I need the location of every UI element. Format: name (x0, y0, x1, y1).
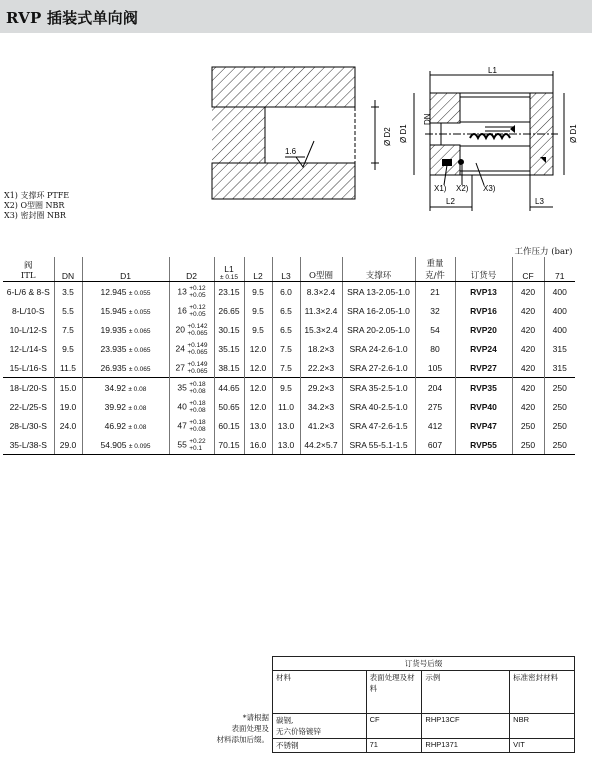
cell-l3: 11.0 (272, 397, 300, 416)
suffix-row: 不锈钢 71 RHP1371 VIT (273, 739, 575, 753)
col-71: 71 (544, 257, 575, 282)
cell-order: RVP16 (455, 301, 512, 320)
cell-order: RVP35 (455, 378, 512, 398)
cell-weight: 204 (415, 378, 455, 398)
legend-item: X2) O型圈 NBR (4, 201, 65, 210)
cell-cf: 420 (512, 397, 544, 416)
cell-valve: 35-L/38-S (3, 435, 54, 455)
table-row (3, 378, 575, 398)
cell-l1: 44.65 (214, 378, 244, 398)
suffix-table (272, 656, 575, 753)
cell-dn: 11.5 (54, 358, 82, 378)
cavity-drawing (212, 67, 392, 199)
cell-support: SRA 13-2.05-1.0 (342, 282, 415, 302)
cell-weight: 21 (415, 282, 455, 302)
cell-support: SRA 35-2.5-1.0 (342, 378, 415, 398)
cell-71: 400 (544, 320, 575, 339)
cell-71: 250 (544, 416, 575, 435)
page-title: RVP 插装式单向阀 (6, 9, 139, 27)
cell-support: SRA 27-2.6-1.0 (342, 358, 415, 378)
cell-71: 250 (544, 397, 575, 416)
cell-oring: 11.3×2.4 (300, 301, 342, 320)
cell-oring: 22.2×3 (300, 358, 342, 378)
cell-order: RVP40 (455, 397, 512, 416)
cell-order: RVP27 (455, 358, 512, 378)
suffix-col-surface: 表面处理及材料 (366, 671, 422, 714)
cell-71: 250 (544, 378, 575, 398)
col-l2: L2 (244, 257, 272, 282)
cell-l2: 12.0 (244, 378, 272, 398)
cell-dn: 15.0 (54, 378, 82, 398)
cell-l2: 12.0 (244, 397, 272, 416)
cell-support: SRA 16-2.05-1.0 (342, 301, 415, 320)
cell-dn: 9.5 (54, 339, 82, 358)
cell-d1: 54.905 ± 0.095 (82, 435, 169, 455)
cell-cf: 250 (512, 435, 544, 455)
cell-support: SRA 40-2.5-1.0 (342, 397, 415, 416)
cell-order: RVP24 (455, 339, 512, 358)
cell-l2: 9.5 (244, 282, 272, 302)
cell-l1: 70.15 (214, 435, 244, 455)
table-row (3, 358, 575, 378)
cell-dn: 7.5 (54, 320, 82, 339)
l3-label: L3 (535, 197, 544, 206)
col-support: 支撑环 (342, 257, 415, 282)
table-row (3, 397, 575, 416)
l1-label: L1 (488, 66, 497, 75)
spec-table (3, 245, 575, 455)
cell-order: RVP13 (455, 282, 512, 302)
suffix-caption: 订货号后缀 (273, 657, 575, 671)
cell-d2: 47 +0.18 +0.08 (169, 416, 214, 435)
table-row (3, 320, 575, 339)
l2-label: L2 (446, 197, 455, 206)
cell-71: 315 (544, 339, 575, 358)
cell-support: SRA 20-2.05-1.0 (342, 320, 415, 339)
cell-d2: 16 +0.12 +0.05 (169, 301, 214, 320)
col-cf: CF (512, 257, 544, 282)
cell-l3: 7.5 (272, 339, 300, 358)
cell-valve: 22-L/25-S (9, 401, 47, 412)
cell-l3: 9.5 (272, 378, 300, 398)
roughness-label: 1.6 (285, 147, 297, 156)
cell-l2: 13.0 (244, 416, 272, 435)
cell-weight: 54 (415, 320, 455, 339)
cell-l1: 23.15 (214, 282, 244, 302)
valve-drawing (399, 66, 578, 211)
cell-d2: 35 +0.18 +0.08 (169, 378, 214, 398)
cell-support: SRA 55-5.1-1.5 (342, 435, 415, 455)
cell-l1: 60.15 (214, 416, 244, 435)
cell-dn: 24.0 (54, 416, 82, 435)
cell-d1: 26.935 ± 0.065 (82, 358, 169, 378)
header-bar (0, 0, 592, 33)
cell-l2: 12.0 (244, 339, 272, 358)
cell-valve: 6-L/6 & 8-S (6, 286, 50, 297)
cell-l2: 16.0 (244, 435, 272, 455)
cell-valve: 18-L/20-S (3, 378, 54, 398)
cell-71: 250 (544, 435, 575, 455)
cell-oring: 8.3×2.4 (300, 282, 342, 302)
cell-d1: 15.945 ± 0.055 (82, 301, 169, 320)
cell-order: RVP55 (455, 435, 512, 455)
col-order: 订货号 (455, 257, 512, 282)
cell-oring: 15.3×2.4 (300, 320, 342, 339)
x3-label: X3) (483, 184, 496, 193)
cell-l2: 12.0 (244, 358, 272, 378)
legend-item: X3) 密封圈 NBR (4, 211, 66, 220)
col-d1: D1 (82, 257, 169, 282)
cell-d1: 34.92 ± 0.08 (82, 378, 169, 398)
cell-valve: 10-L/12-S (9, 324, 47, 335)
col-weight: 重量 克/件 (415, 257, 455, 282)
cell-d2: 27 +0.149 +0.065 (169, 358, 214, 378)
cell-dn: 5.5 (54, 301, 82, 320)
cell-oring: 34.2×3 (300, 397, 342, 416)
d1-label-right: Ø D1 (569, 124, 578, 143)
d2-label: Ø D2 (383, 127, 392, 146)
col-valve: 阀 ITL (3, 257, 54, 282)
cell-d1: 39.92 ± 0.08 (82, 397, 169, 416)
cell-cf: 420 (512, 320, 544, 339)
cell-weight: 32 (415, 301, 455, 320)
technical-drawing (0, 45, 592, 215)
x1-label: X1) (434, 184, 447, 193)
cell-cf: 250 (512, 416, 544, 435)
cell-valve: 28-L/30-S (9, 420, 47, 431)
suffix-col-seal: 标准密封材料 (510, 671, 575, 714)
cell-order: RVP20 (455, 320, 512, 339)
cell-d1: 23.935 ± 0.065 (82, 339, 169, 358)
table-row (3, 301, 575, 320)
cell-d2: 20 +0.142 +0.065 (169, 320, 214, 339)
cell-order: RVP47 (455, 416, 512, 435)
cell-support: SRA 47-2.6-1.5 (342, 416, 415, 435)
d1-label-left: Ø D1 (399, 124, 408, 143)
cell-l1: 38.15 (214, 358, 244, 378)
dn-label: DN (423, 113, 432, 125)
suffix-col-material: 材料 (273, 671, 367, 714)
cell-l1: 35.15 (214, 339, 244, 358)
cell-cf: 420 (512, 339, 544, 358)
cell-d2: 13 +0.12 +0.05 (169, 282, 214, 302)
cell-l3: 6.5 (272, 320, 300, 339)
cell-71: 400 (544, 301, 575, 320)
cell-weight: 105 (415, 358, 455, 378)
cell-d2: 55 +0.22 +0.1 (169, 435, 214, 455)
cell-l3: 7.5 (272, 358, 300, 378)
cell-valve: 15-L/16-S (9, 362, 47, 373)
cell-weight: 412 (415, 416, 455, 435)
table-row (3, 282, 575, 302)
col-oring: O型圈 (300, 257, 342, 282)
table-row (3, 435, 575, 455)
suffix-col-example: 示例 (422, 671, 510, 714)
cell-l2: 9.5 (244, 320, 272, 339)
cell-cf: 420 (512, 301, 544, 320)
cell-weight: 607 (415, 435, 455, 455)
cell-cf: 420 (512, 282, 544, 302)
cell-dn: 29.0 (54, 435, 82, 455)
cell-71: 315 (544, 358, 575, 378)
cell-d1: 19.935 ± 0.065 (82, 320, 169, 339)
cell-l3: 13.0 (272, 416, 300, 435)
cell-l3: 6.0 (272, 282, 300, 302)
cell-oring: 44.2×5.7 (300, 435, 342, 455)
cell-weight: 275 (415, 397, 455, 416)
legend-item: X1) 支撑环 PTFE (4, 191, 70, 200)
cell-oring: 18.2×3 (300, 339, 342, 358)
cell-l1: 50.65 (214, 397, 244, 416)
cell-l1: 26.65 (214, 301, 244, 320)
cell-valve: 8-L/10-S (11, 305, 45, 316)
cell-dn: 19.0 (54, 397, 82, 416)
cell-71: 400 (544, 282, 575, 302)
cell-l3: 13.0 (272, 435, 300, 455)
cell-d2: 40 +0.18 +0.08 (169, 397, 214, 416)
table-row (3, 416, 575, 435)
cell-l1: 30.15 (214, 320, 244, 339)
suffix-row: 碳钢, 无六价铬镀锌 CF RHP13CF NBR (273, 714, 575, 739)
x2-label: X2) (456, 184, 469, 193)
col-l1: L1 ± 0.15 (214, 257, 244, 282)
cell-d1: 12.945 ± 0.055 (82, 282, 169, 302)
cell-d2: 24 +0.149 +0.065 (169, 339, 214, 358)
col-d2: D2 (169, 257, 214, 282)
cell-cf: 420 (512, 378, 544, 398)
legend (4, 191, 69, 221)
cell-d1: 46.92 ± 0.08 (82, 416, 169, 435)
suffix-note: *请根据 表面处理及 材料添加后缀。 (216, 713, 269, 744)
cell-oring: 41.2×3 (300, 416, 342, 435)
cell-cf: 420 (512, 358, 544, 378)
cell-weight: 80 (415, 339, 455, 358)
table-row (3, 339, 575, 358)
cell-oring: 29.2×3 (300, 378, 342, 398)
col-dn: DN (54, 257, 82, 282)
cell-dn: 3.5 (54, 282, 82, 302)
pressure-header: 工作压力 (bar) (514, 247, 573, 257)
cell-l2: 9.5 (244, 301, 272, 320)
cell-support: SRA 24-2.6-1.0 (342, 339, 415, 358)
cell-valve: 12-L/14-S (9, 343, 47, 354)
col-l3: L3 (272, 257, 300, 282)
cell-l3: 6.5 (272, 301, 300, 320)
